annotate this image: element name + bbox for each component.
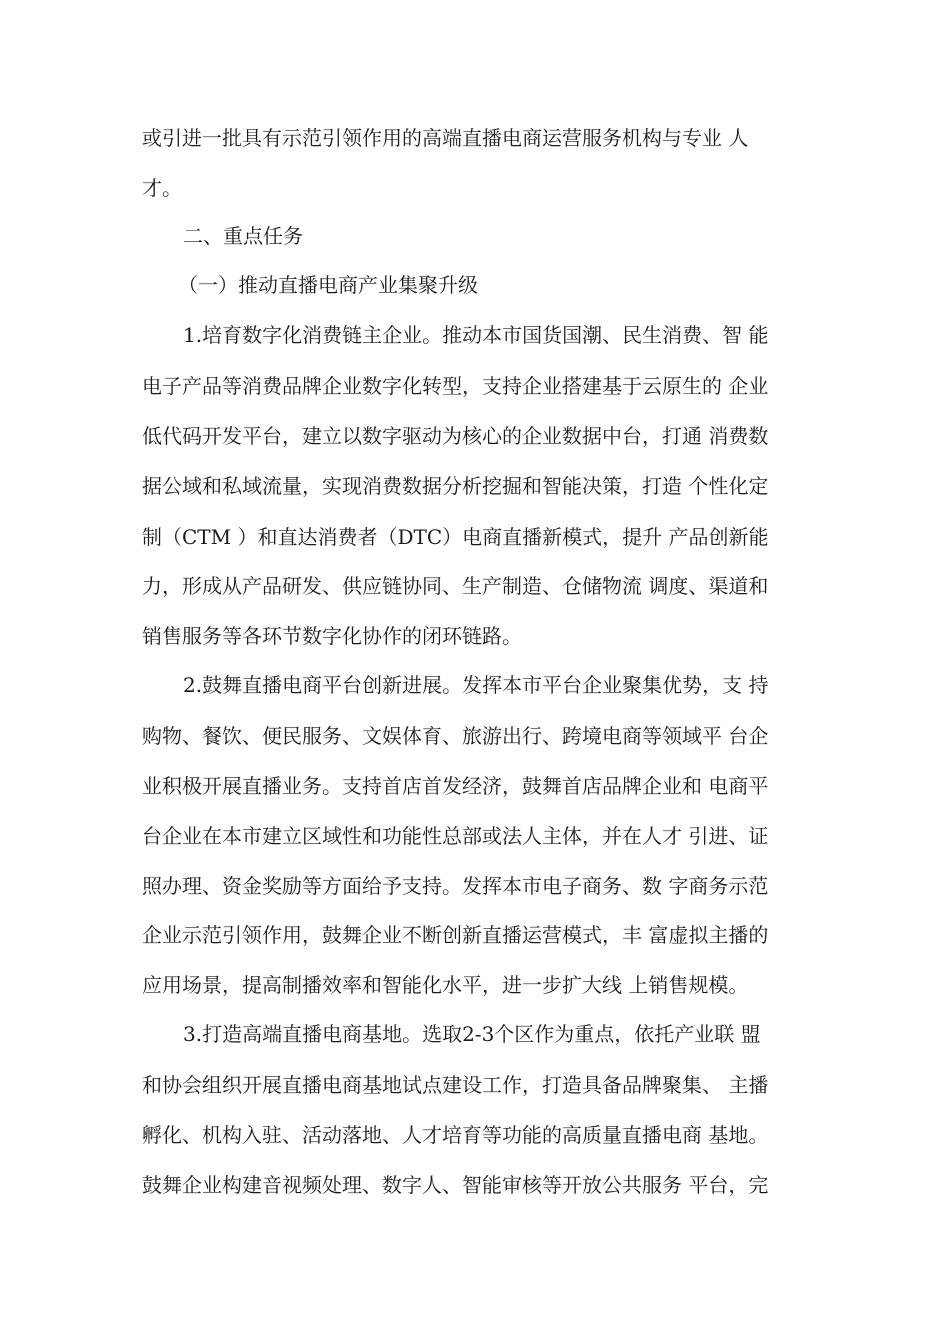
text-line: 鼓舞企业构建音视频处理、数字人、智能审核等开放公共服务 平台，完 (142, 1173, 769, 1197)
text-line: 孵化、机构入驻、活动落地、人才培育等功能的高质量直播电商 基地。 (142, 1123, 769, 1147)
text-line: 购物、餐饮、便民服务、文娱体育、旅游出行、跨境电商等领域平 台企 (142, 724, 769, 748)
paragraph-start: 1.培育数字化消费链主企业。推动本市国货国潮、民生消费、智 能 (183, 323, 769, 347)
text-line: 销售服务等各环节数字化协作的闭环链路。 (142, 624, 522, 648)
text-line: 和协会组织开展直播电商基地试点建设工作，打造具备品牌聚集、 主播 (142, 1073, 769, 1097)
text-line: 业积极开展直播业务。支持首店首发经济，鼓舞首店品牌企业和 电商平 (142, 774, 769, 798)
text-line: 照办理、资金奖励等方面给予支持。发挥本市电子商务、数 字商务示范 (142, 874, 769, 898)
text-line: 电子产品等消费品牌企业数字化转型，支持企业搭建基于云原生的 企业 (142, 374, 769, 398)
text-line: 才。 (142, 176, 182, 200)
text-line: 或引进一批具有示范引领作用的高端直播电商运营服务机构与专业 人 (142, 126, 749, 150)
text-line: 企业示范引领作用，鼓舞企业不断创新直播运营模式，丰 富虚拟主播的 (142, 923, 769, 947)
text-line: 低代码开发平台，建立以数字驱动为核心的企业数据中台，打通 消费数 (142, 424, 769, 448)
text-line: 制（CTM ）和直达消费者（DTC）电商直播新模式，提升 产品创新能 (142, 525, 769, 549)
text-line: 应用场景，提高制播效率和智能化水平，进一步扩大线 上销售规模。 (142, 973, 749, 997)
text-line: 台企业在本市建立区域性和功能性总部或法人主体，并在人才 引进、证 (142, 824, 769, 848)
subsection-heading: （一）推动直播电商产业集聚升级 (178, 273, 478, 297)
paragraph-start: 2.鼓舞直播电商平台创新进展。发挥本市平台企业聚集优势，支 持 (183, 673, 769, 697)
section-heading: 二、重点任务 (183, 224, 303, 248)
paragraph-start: 3.打造高端直播电商基地。选取2-3个区作为重点，依托产业联 盟 (183, 1022, 761, 1046)
text-line: 据公域和私域流量，实现消费数据分析挖掘和智能决策，打造 个性化定 (142, 474, 769, 498)
text-line: 力，形成从产品研发、供应链协同、生产制造、仓储物流 调度、渠道和 (142, 574, 769, 598)
